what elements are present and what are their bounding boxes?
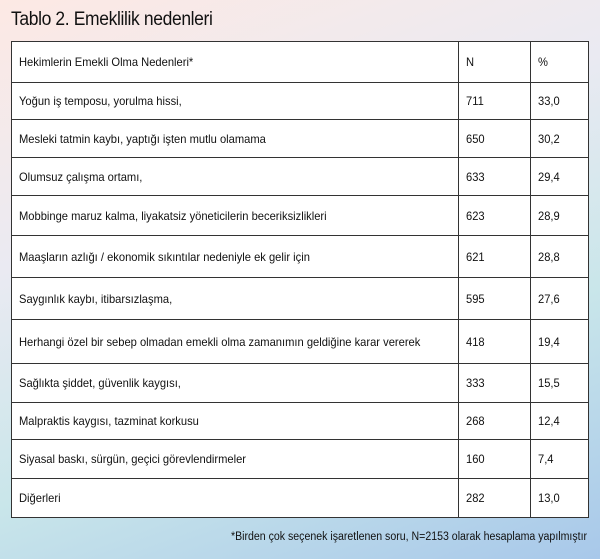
count-cell: 282: [458, 479, 530, 518]
retirement-reasons-table: [11, 41, 589, 518]
reason-cell: Diğerleri: [12, 479, 459, 518]
percent-cell: 12,4: [530, 403, 588, 440]
reason-cell: Saygınlık kaybı, itibarsızlaşma,: [12, 278, 459, 320]
reason-cell: Yoğun iş temposu, yorulma hissi,: [12, 83, 459, 120]
table-row: [12, 196, 589, 236]
table-row: [12, 83, 589, 120]
count-cell: 650: [458, 120, 530, 158]
header-cell-percent: [530, 42, 588, 83]
count-cell: 595: [458, 278, 530, 320]
percent-cell: 28,8: [530, 236, 588, 278]
table-row: [12, 120, 589, 158]
table-header-row: [12, 42, 589, 83]
percent-cell: 30,2: [530, 120, 588, 158]
percent-cell: 19,4: [530, 320, 588, 364]
table-row: [12, 440, 589, 479]
table-footnote: *Birden çok seçenek işaretlenen soru, N=2153 olarak hesaplama yapılmıştır: [230, 531, 587, 543]
header-cell-n: [458, 42, 530, 83]
header-cell-reason: [12, 42, 459, 83]
reason-cell: Mobbinge maruz kalma, liyakatsiz yöneticilerin beceriksizlikleri: [12, 196, 459, 236]
percent-cell: 29,4: [530, 158, 588, 196]
table-row: [12, 278, 589, 320]
percent-cell: 27,6: [530, 278, 588, 320]
percent-cell: 33,0: [530, 83, 588, 120]
count-cell: 160: [458, 440, 530, 479]
reason-cell: Herhangi özel bir sebep olmadan emekli olma zamanımın geldiğine karar vererek: [12, 320, 459, 364]
reason-cell: Olumsuz çalışma ortamı,: [12, 158, 459, 196]
count-cell: 418: [458, 320, 530, 364]
reason-cell: Sağlıkta şiddet, güvenlik kaygısı,: [12, 364, 459, 403]
count-cell: 621: [458, 236, 530, 278]
table-row: [12, 158, 589, 196]
table-row: [12, 364, 589, 403]
reason-cell: Maaşların azlığı / ekonomik sıkıntılar nedeniyle ek gelir için: [12, 236, 459, 278]
header-label-n: N: [465, 55, 474, 69]
table-row: [12, 479, 589, 518]
table-row: [12, 403, 589, 440]
percent-cell: 7,4: [530, 440, 588, 479]
count-cell: 268: [458, 403, 530, 440]
reason-cell: Siyasal baskı, sürgün, geçici görevlendirmeler: [12, 440, 459, 479]
table-row: [12, 236, 589, 278]
percent-cell: 28,9: [530, 196, 588, 236]
count-cell: 711: [458, 83, 530, 120]
count-cell: 333: [458, 364, 530, 403]
percent-cell: 15,5: [530, 364, 588, 403]
table-title: Tablo 2. Emeklilik nedenleri: [11, 9, 213, 30]
reason-cell: Mesleki tatmin kaybı, yaptığı işten mutlu olamama: [12, 120, 459, 158]
count-cell: 633: [458, 158, 530, 196]
reason-cell: Malpraktis kaygısı, tazminat korkusu: [12, 403, 459, 440]
header-label-reason: Hekimlerin Emekli Olma Nedenleri*: [19, 55, 194, 69]
percent-cell: 13,0: [530, 479, 588, 518]
header-label-percent: %: [537, 55, 548, 69]
count-cell: 623: [458, 196, 530, 236]
table-row: [12, 320, 589, 364]
